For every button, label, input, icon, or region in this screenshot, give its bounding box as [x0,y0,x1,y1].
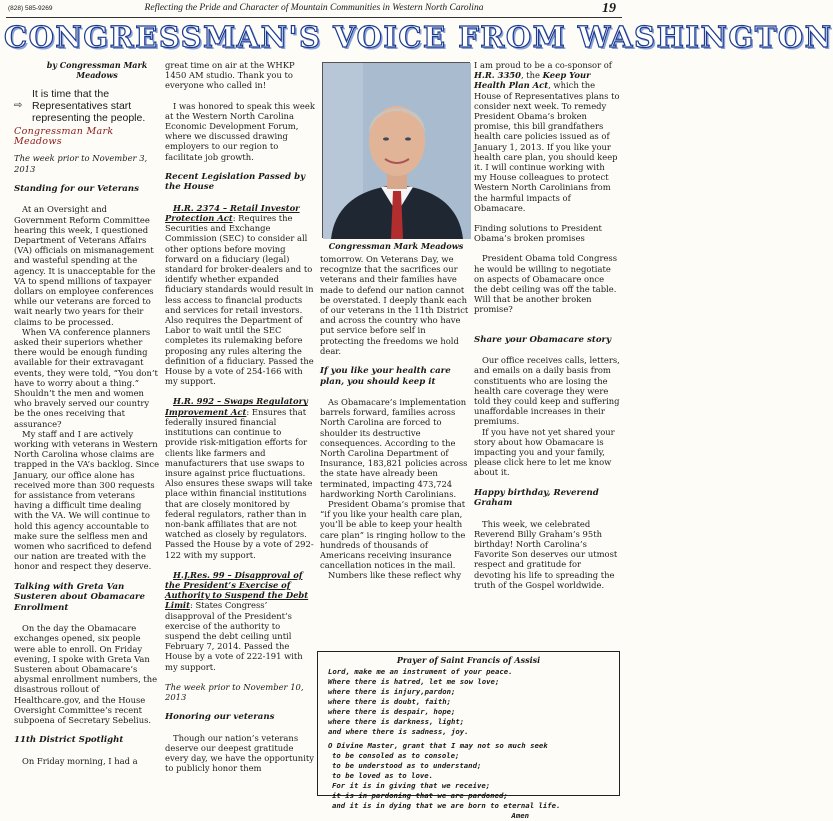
prayer-line: where there is doubt, faith; [328,697,452,706]
prayer-title: Prayer of Saint Francis of Assisi [396,655,541,665]
paragraph: On the day the Obamacare exchanges opened, six people were able to enroll. On Friday evening, I spoke with Greta Van Susteren about Obamacare’s abysmal enrollment numbers, the disastrous rollout of Healthcare.gov, and the House Oversight Committee’s recent subpoena of Secretary Sebelius. [14,623,158,725]
page-number: 19 [602,1,616,16]
prayer-line: to be consoled as to console; [332,751,460,760]
paragraph: When VA conference planners asked their superiors whether there would be enough funding available for their extravagant events, they were told, “You don’t have to worry about a thing.” Shouldn’t the men and women who bravely served our country be the ones receiving that assurance? [14,326,158,429]
bill-item: H.J.Res. 99 – Disapproval of the President’s Exercise of Authority to Suspend the Debt Limit: States Congress’ disapproval of the President’s exercise of the authority to suspend the debt ceiling until February 7, 2014. Passed the House by a vote of 222-191 with my support. [165,569,309,672]
header-tagline: Reflecting the Pride and Character of Mountain Communities in Western North Carolina [144,3,484,13]
paragraph: My staff and I are actively working with veterans in Western North Carolina whose claims are trapped in the VA’s backlog. Since January, our office alone has received more than 300 requests for assistance from veterans having a difficult time dealing with the VA. We will continue to hold this agency accountable to make sure the selfless men and women who sacrificed to defend our nation are treated with the honor and respect they deserve. [14,428,160,572]
section-heading: If you like your health care plan, you should keep it [320,366,451,387]
paragraph: I am proud to be a co-sponsor of H.R. 3350, the Keep Your Health Plan Act, which the House of Representatives plans to consider next week. To remedy President Obama’s broken promise, this bill grandfathers health care policies issued as of January 1, 2013. If you like your health care plan, you should keep it. I will continue working with my House colleagues to protect Western North Carolinians from the harmful impacts of Obamacare. [474,60,620,213]
section-heading: Standing for our Veterans [14,183,139,194]
dateline: The week prior to November 10, 2013 [165,681,304,702]
pull-quote-attribution: Congressman Mark Meadows [14,126,114,148]
header-phone: (828) 585-9269 [8,5,53,12]
photo-caption: Congressman Mark Meadows [328,241,464,251]
paragraph: Though our nation’s veterans deserve our deepest gratitude every day, we have the opportunity to publicly honor them [165,732,314,774]
paragraph: President Obama’s promise that “if you like your health care plan, you’ll be able to keep your health care plan” is ringing hollow to the hundreds of thousands of Americans receiving insurance cancellation notices in the mail. [320,499,466,571]
dateline: The week prior to November 3, 2013 [14,153,148,174]
paragraph: President Obama told Congress he would be willing to negotiate on aspects of Obamacare once the debt ceiling was off the table. Will that be another broken promise? [474,253,617,315]
prayer-line: where there is injury,pardon; [328,687,456,696]
prayer-line: to be loved as to love. [332,771,434,780]
arrow-icon: ⇨ [14,100,23,111]
headline: CONGRESSMAN'S VOICE FROM WASHINGTON [4,20,833,54]
section-heading: Talking with Greta Van Susteren about Obamacare Enrollment [14,581,146,613]
pull-quote [14,88,160,124]
column-1 [14,60,160,766]
prayer-amen: Amen [511,811,529,820]
bill-item: H.R. 992 – Swaps Regulatory Improvement Act: Ensures that federally insured financial institutions can continue to provide risk-mitigation efforts for clients like farmers and manufacturers that use swaps to insure against price fluctuations. Also ensures these swaps will take place within financial institutions that are closely monitored by federal regulators, rather than in non-bank affiliates that are not watched as closely by regulators. Passed the House by a vote of 292-122 with my support. [165,396,314,560]
paragraph: Finding solutions to President Obama’s broken promises [474,223,602,244]
prayer-line: For it is in giving that we receive; [332,781,491,790]
paragraph: Numbers like these reflect why [328,570,462,581]
section-heading: Recent Legislation Passed by the House [165,171,306,193]
paragraph: tomorrow. On Veterans Day, we recognize that the sacrifices our veterans and their families have made to defend our nation cannot be overstated. I deeply thank each of our veterans in the 11th District and across the country who have put service before self in protecting the freedoms we hold dear. [320,254,469,356]
pull-quote-line: Representatives start [32,100,132,112]
paragraph: great time on air at the WHKP 1450 AM studio. Thank you to everyone who called in! [165,60,295,91]
header-rule [6,17,622,18]
byline-line: Meadows [76,70,118,80]
paragraph: On Friday morning, I had a [22,755,138,766]
paragraph: I was honored to speak this week at the Western North Carolina Economic Development Forum, where we discussed drawing employers to our region to facilitate job growth. [165,100,315,162]
pull-quote-line: representing the people. [32,112,146,124]
paragraph: This week, we celebrated Reverend Billy Graham’s 95th birthday! North Carolina’s Favorite Son deserves our utmost respect and gratitude for devoting his life to spreading the truth of the Gospel worldwide. [474,518,618,590]
portrait-image [323,63,471,239]
paragraph: If you have not yet shared your story about how Obamacare is impacting you and your family, please click here to let me know about it. [474,426,615,478]
prayer-line: and where there is sadness, joy. [328,727,469,736]
prayer-line: O Divine Master, grant that I may not so much seek [328,741,548,750]
prayer-line: where there is despair, hope; [328,707,456,716]
prayer-line: to be understood as to understand; [332,761,482,770]
pull-quote-line: It is time that the [32,88,110,100]
paragraph: As Obamacare’s implementation barrels forward, families across North Carolina are forced to shoulder its destructive consequences. According to the North Carolina Department of Insurance, 183,821 policies across the state have already been terminated, impacting 473,724 hardworking North Carolinians. [320,397,468,499]
prayer-line: it is in pardoning that we are pardoned; [332,791,508,800]
section-heading: Share your Obamacare story [474,334,612,345]
byline-line: by Congressman Mark [46,60,148,70]
bill-item: H.R. 2374 – Retail Investor Protection Act: Requires the Securities and Exchange Commission (SEC) to consider all other options before moving forward on a fiduciary (legal) standard for broker-dealers and to identify whether expanded fiduciary standards would result in less access to financial products and services for retail investors. Also requires the Department of Labor to wait until the SEC completes its rulemaking before proposing any rules altering the definition of a fiduciary. Passed the House by a vote of 254-166 with my support. [165,202,314,387]
prayer-box [317,651,620,820]
column-2 [165,60,315,773]
prayer-line: and it is in dying that we are born to eternal life. [332,801,561,810]
prayer-line: Lord, make me an instrument of your peace. [328,667,513,676]
column-3 [320,254,470,581]
paragraph: Our office receives calls, letters, and emails on a daily basis from constituents who are losing the health care coverage they were told they could keep and suffering unaffordable increases in their premiums. [474,355,620,427]
prayer-line: Where there is hatred, let me sow love; [328,677,500,686]
section-heading: Happy birthday, Reverend Graham [474,487,599,509]
congressman-photo [322,62,470,238]
byline [14,60,160,80]
section-heading: 11th District Spotlight [14,735,124,746]
paragraph: At an Oversight and Government Reform Committee hearing this week, I questioned Department of Veterans Affairs (VA) officials on mismanagement and wasteful spending at the agency. It is unacceptable for the VA to spend millions of taxpayer dollars on employee conferences while our veterans are forced to wait nearly two years for their claims to be processed. [14,204,156,327]
section-heading: Honoring our veterans [165,712,275,723]
prayer-line: where there is darkness, light; [328,717,465,726]
column-4 [474,60,620,590]
